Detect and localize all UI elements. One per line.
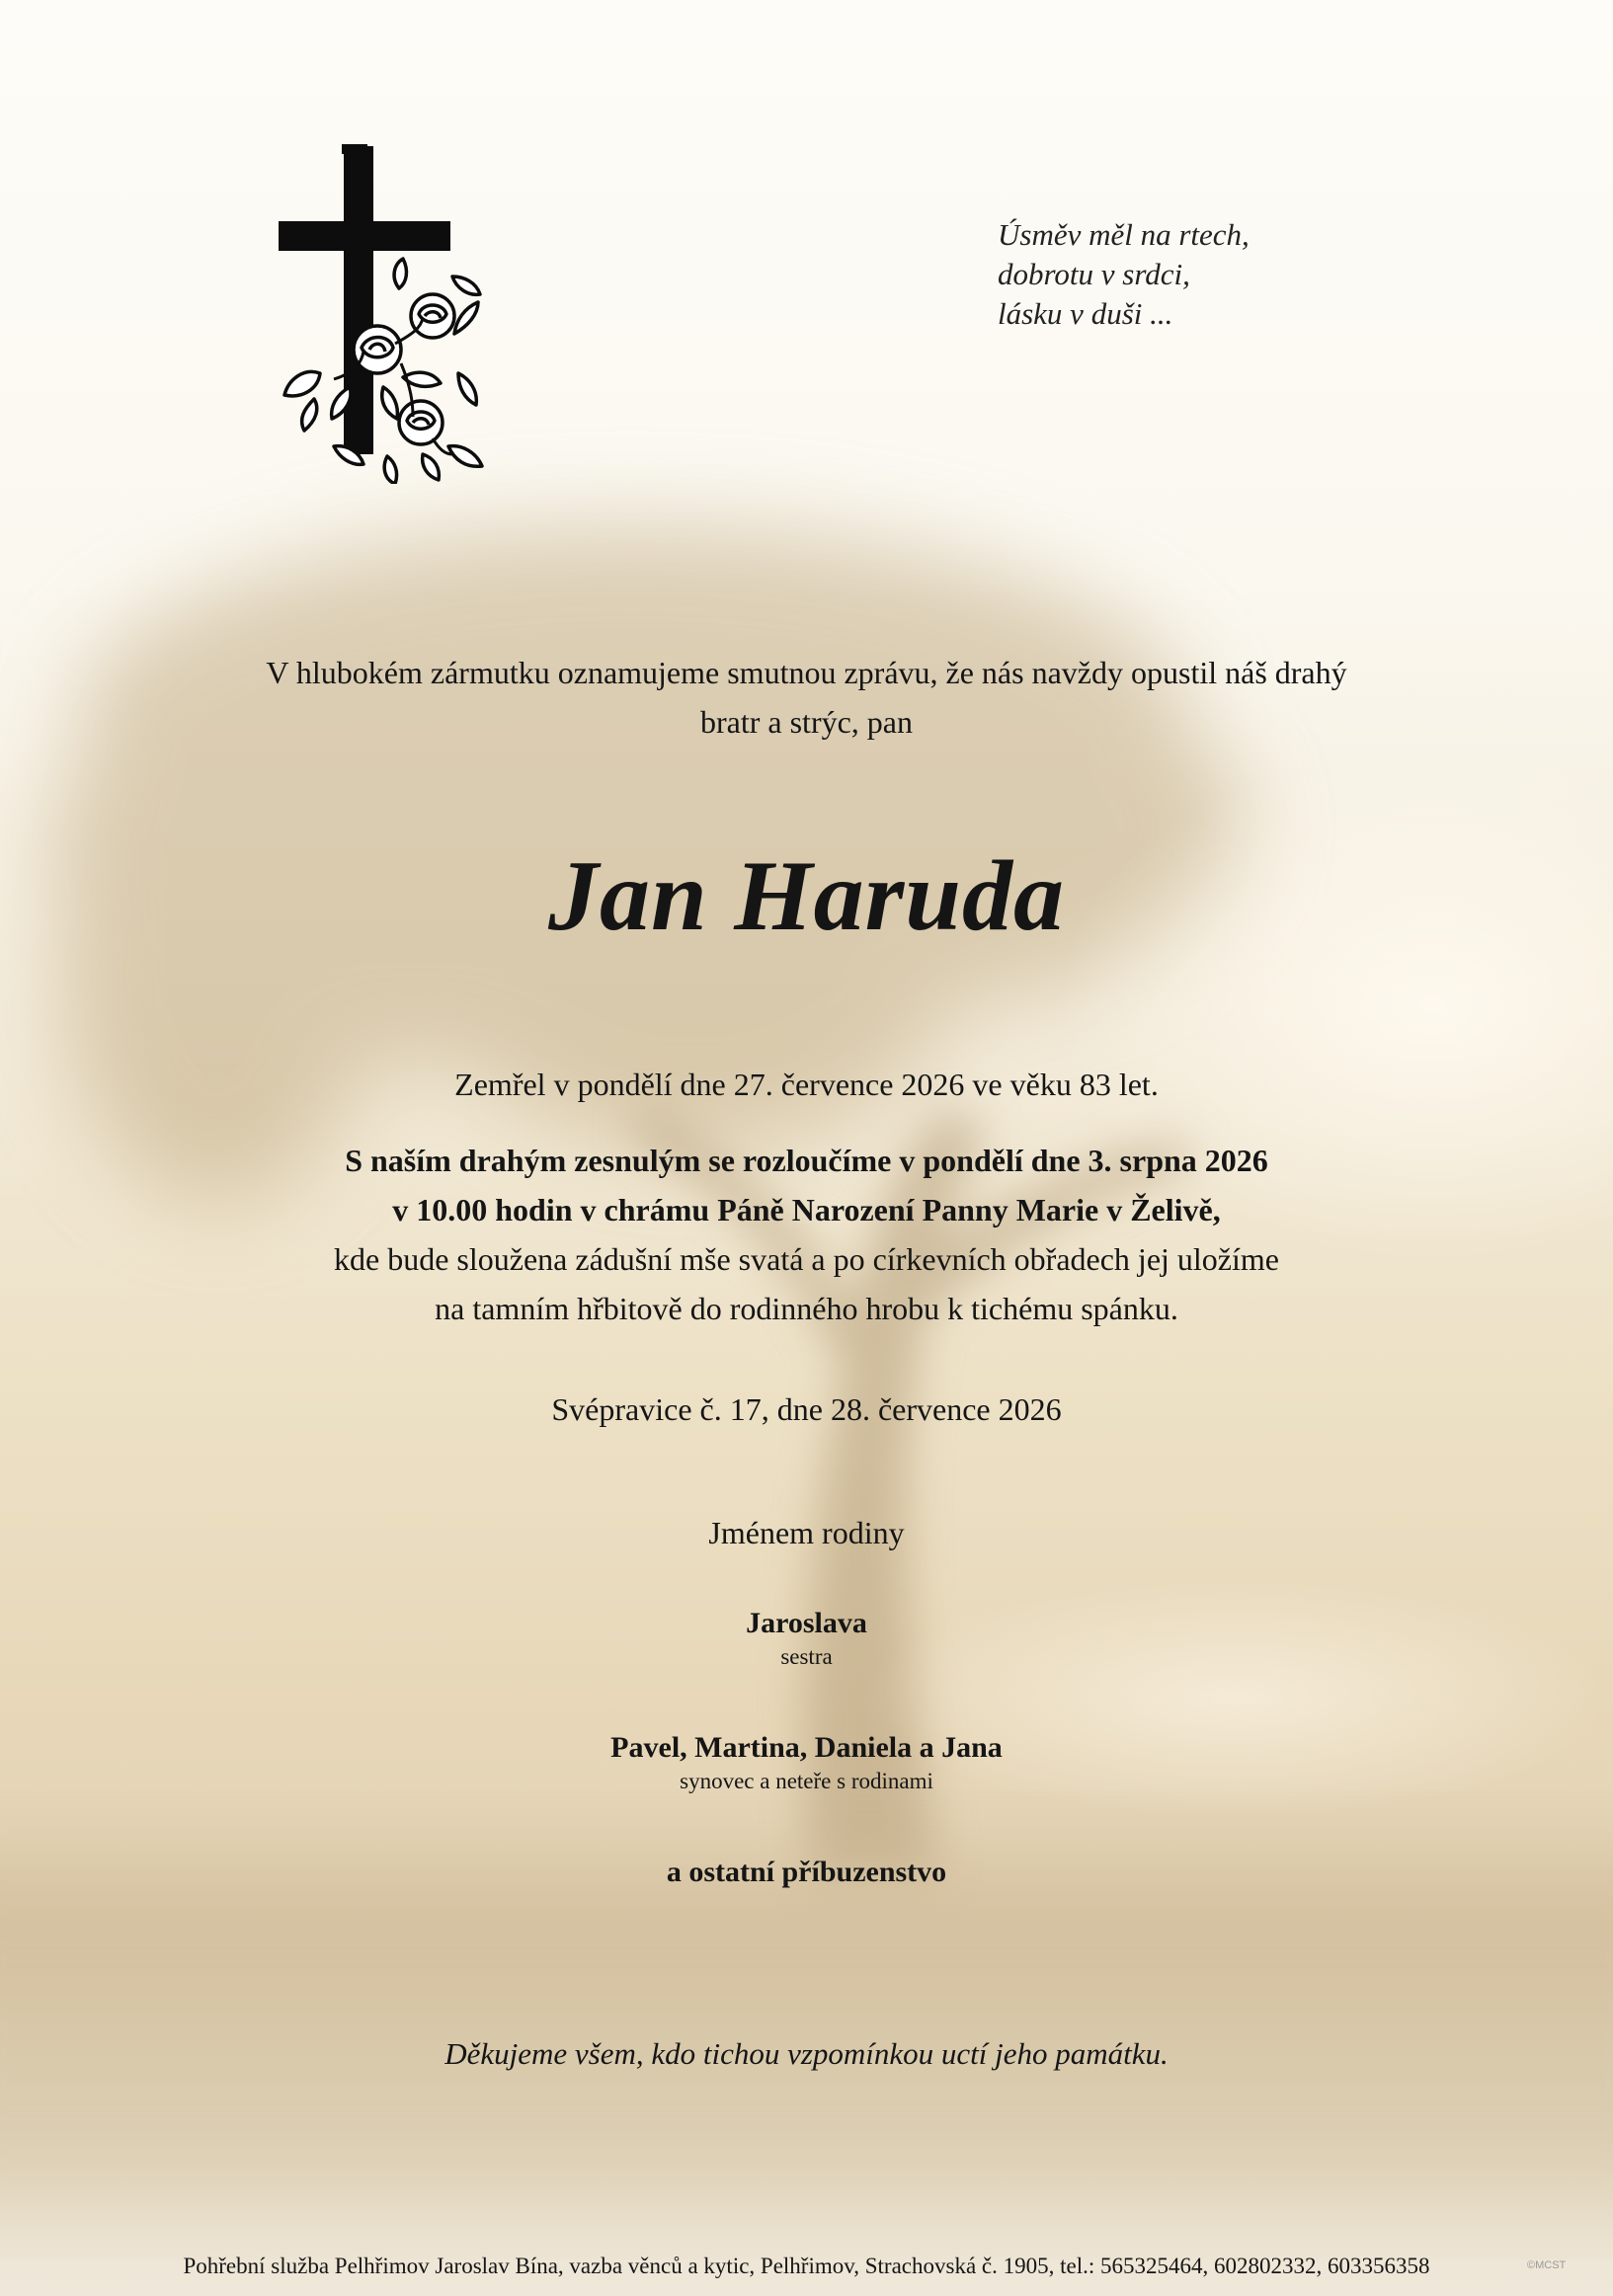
announcement-line: V hlubokém zármutku oznamujeme smutnou zprávu, že nás navždy opustil náš drahý (266, 655, 1347, 690)
funeral-line: v 10.00 hodin v chrámu Páně Narození Panny Marie v Želivě, (392, 1192, 1221, 1227)
funeral-service-footer: Pohřební služba Pelhřimov Jaroslav Bína, vazba věnců a kytic, Pelhřimov, Strachovská č. 1905, tel.: 565325464, 602802332, 603356358 (183, 2254, 1430, 2278)
funeral-details (0, 1136, 1613, 1333)
funeral-line: kde bude sloužena zádušní mše svatá a po církevních obřadech jej uložíme (334, 1241, 1279, 1277)
family-intro: Jménem rodiny (708, 1515, 905, 1550)
family-member-name: Jaroslava (746, 1607, 867, 1639)
place-date: Svépravice č. 17, dne 28. července 2026 (551, 1391, 1062, 1427)
cross-with-roses-icon (275, 140, 492, 484)
family-member (0, 1605, 1613, 1672)
motto-line: dobrotu v srdci, (998, 257, 1190, 291)
family-member (0, 1729, 1613, 1796)
other-relatives: a ostatní příbuzenstvo (666, 1856, 947, 1888)
family-member-relation: sestra (780, 1644, 833, 1669)
announcement-line: bratr a strýc, pan (699, 704, 913, 740)
copyright-mark: ©MCST (1527, 2259, 1567, 2271)
funeral-line: na tamním hřbitově do rodinného hrobu k tichému spánku. (435, 1291, 1178, 1326)
motto (998, 215, 1393, 334)
deceased-name: Jan Haruda (548, 840, 1065, 952)
death-notice: Zemřel v pondělí dne 27. července 2026 ve věku 83 let. (454, 1067, 1159, 1102)
announcement (0, 648, 1613, 747)
motto-line: lásku v duši ... (998, 296, 1173, 331)
thanks-note: Děkujeme všem, kdo tichou vzpomínkou uctí jeho památku. (444, 2036, 1169, 2071)
funeral-line: S naším drahým zesnulým se rozloučíme v pondělí dne 3. srpna 2026 (345, 1143, 1268, 1178)
family-member-relation: synovec a neteře s rodinami (680, 1769, 933, 1793)
motto-line: Úsměv měl na rtech, (998, 217, 1250, 252)
family-member-name: Pavel, Martina, Daniela a Jana (610, 1731, 1003, 1764)
